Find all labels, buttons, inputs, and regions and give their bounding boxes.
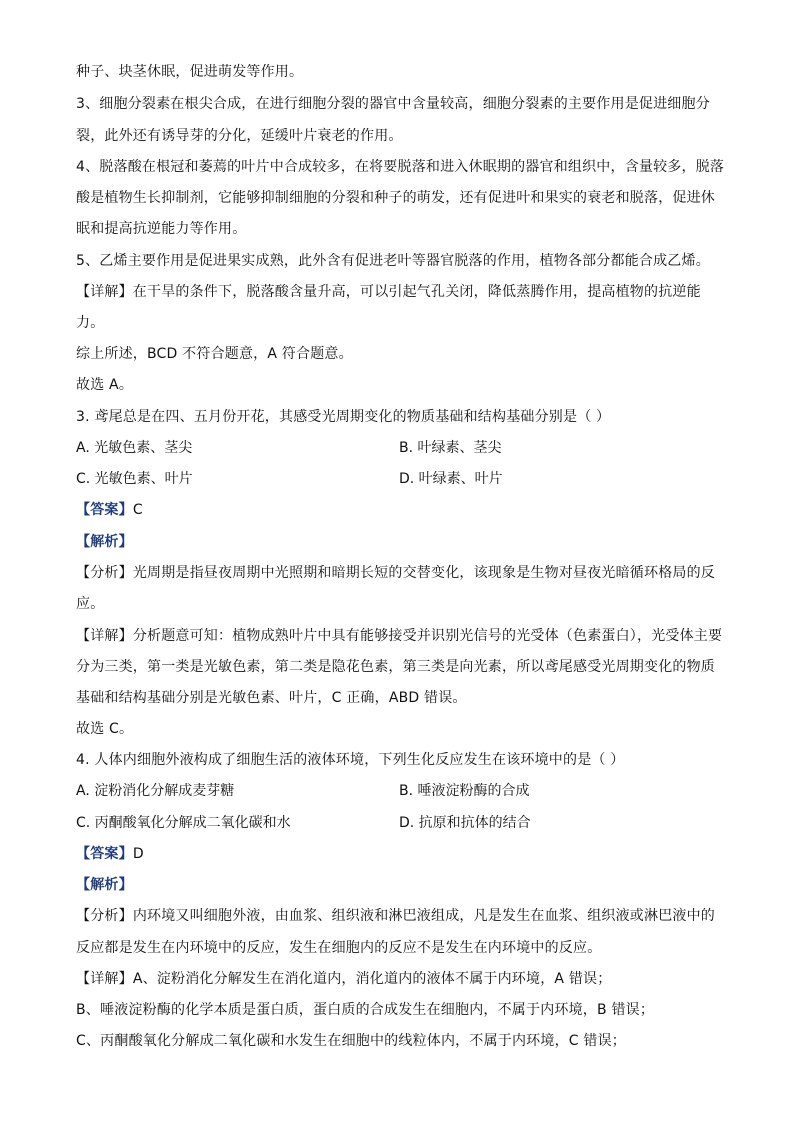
analysis-tag: 【解析】: [76, 534, 133, 550]
analysis-tag: 【解析】: [76, 877, 133, 893]
text-line: 应。: [76, 596, 105, 612]
xiangjie-text: 分析题意可知：植物成熟叶片中具有能够接受并识别光信号的光受体（色素蛋白），光受体主要: [132, 628, 723, 644]
text-line: 力。: [76, 315, 105, 331]
q4-option-c: C. 丙酮酸氧化分解成二氧化碳和水: [76, 815, 291, 831]
fenxi-text: 内环境又叫细胞外液，由血浆、组织液和淋巴液组成，凡是发生在血浆、组织液或淋巴液中的: [132, 908, 716, 924]
q4-option-a: A. 淀粉消化分解成麦芽糖: [76, 783, 235, 799]
q4-answer: [76, 845, 726, 863]
fenxi-tag: 【分析】: [76, 908, 133, 924]
q3-answer: [76, 501, 726, 519]
question-3-stem: 3. 鸢尾总是在四、五月份开花，其感受光周期变化的物质基础和结构基础分别是（ ）: [76, 409, 611, 425]
q3-option-d: D. 叶绿素、叶片: [399, 471, 503, 487]
q3-option-a: A. 光敏色素、茎尖: [76, 440, 193, 456]
text-line: 综上所述，BCD 不符合题意，A 符合题意。: [76, 346, 353, 362]
q3-fenxi-line: [76, 564, 726, 582]
answer-value: C: [132, 502, 143, 518]
q4-option-b: B. 唾液淀粉酶的合成: [399, 783, 530, 799]
text-line: 酸是植物生长抑制剂，它能够抑制细胞的分裂和种子的萌发，还有促进叶和果实的衰老和脱落，促进休: [76, 190, 715, 206]
q3-xiangjie-line: [76, 627, 726, 645]
xiangjie-tag: 【详解】: [76, 971, 133, 987]
text-line: 种子、块茎休眠，促进萌发等作用。: [76, 64, 304, 80]
text-line: 基础和结构基础分别是光敏色素、叶片，C 正确，ABD 错误。: [76, 690, 467, 706]
q4-analysis-heading: [76, 876, 726, 894]
text-line: 分为三类，第一类是光敏色素，第二类是隐花色素，第三类是向光素，所以鸢尾感受光周期变化的物质: [76, 659, 715, 675]
q3-option-b: B. 叶绿素、茎尖: [399, 440, 502, 456]
question-4-stem: 4. 人体内细胞外液构成了细胞生活的液体环境，下列生化反应发生在该环境中的是（ ）: [76, 752, 625, 768]
text-line: 裂，此外还有诱导芽的分化，延缓叶片衰老的作用。: [76, 128, 403, 144]
xiangjie-tag: 【详解】: [76, 628, 133, 644]
q4-fenxi-line: [76, 907, 726, 925]
fenxi-tag: 【分析】: [76, 565, 133, 581]
q3-option-c: C. 光敏色素、叶片: [76, 471, 193, 487]
answer-value: D: [132, 846, 144, 862]
text-line: 眠和提高抗逆能力等作用。: [76, 221, 247, 237]
q4-xiangjie-line: [76, 970, 726, 988]
text-line: 【详解】在干旱的条件下，脱落酸含量升高，可以引起气孔关闭，降低蒸腾作用，提高植物的抗逆能: [76, 284, 701, 300]
text-line: 故选 A。: [76, 377, 134, 393]
text-line: B、唾液淀粉酶的化学本质是蛋白质，蛋白质的合成发生在细胞内，不属于内环境，B 错误；: [76, 1002, 655, 1018]
text-line: 5、乙烯主要作用是促进果实成熟，此外含有促进老叶等器官脱落的作用，植物各部分都能合成乙烯。: [76, 253, 710, 269]
answer-tag: 【答案】: [76, 502, 133, 518]
xiangjie-text: A、淀粉消化分解发生在消化道内，消化道内的液体不属于内环境，A 错误；: [132, 971, 612, 987]
text-line: 4、脱落酸在根冠和萎蔫的叶片中合成较多，在将要脱落和进入休眠期的器官和组织中，含量较多，脱落: [76, 159, 725, 175]
q3-analysis-heading: [76, 533, 726, 551]
text-line: C、丙酮酸氧化分解成二氧化碳和水发生在细胞中的线粒体内，不属于内环境，C 错误；: [76, 1033, 626, 1049]
q4-option-d: D. 抗原和抗体的结合: [399, 815, 531, 831]
q3-choose: 故选 C。: [76, 721, 134, 737]
answer-tag: 【答案】: [76, 846, 133, 862]
text-line: 3、细胞分裂素在根尖合成，在进行细胞分裂的器官中含量较高，细胞分裂素的主要作用是促进细胞分: [76, 96, 710, 112]
text-line: 反应都是发生在内环境中的反应，发生在细胞内的反应不是发生在内环境中的反应。: [76, 940, 602, 956]
fenxi-text: 光周期是指昼夜周期中光照期和暗期长短的交替变化，该现象是生物对昼夜光暗循环格局的反: [132, 565, 716, 581]
